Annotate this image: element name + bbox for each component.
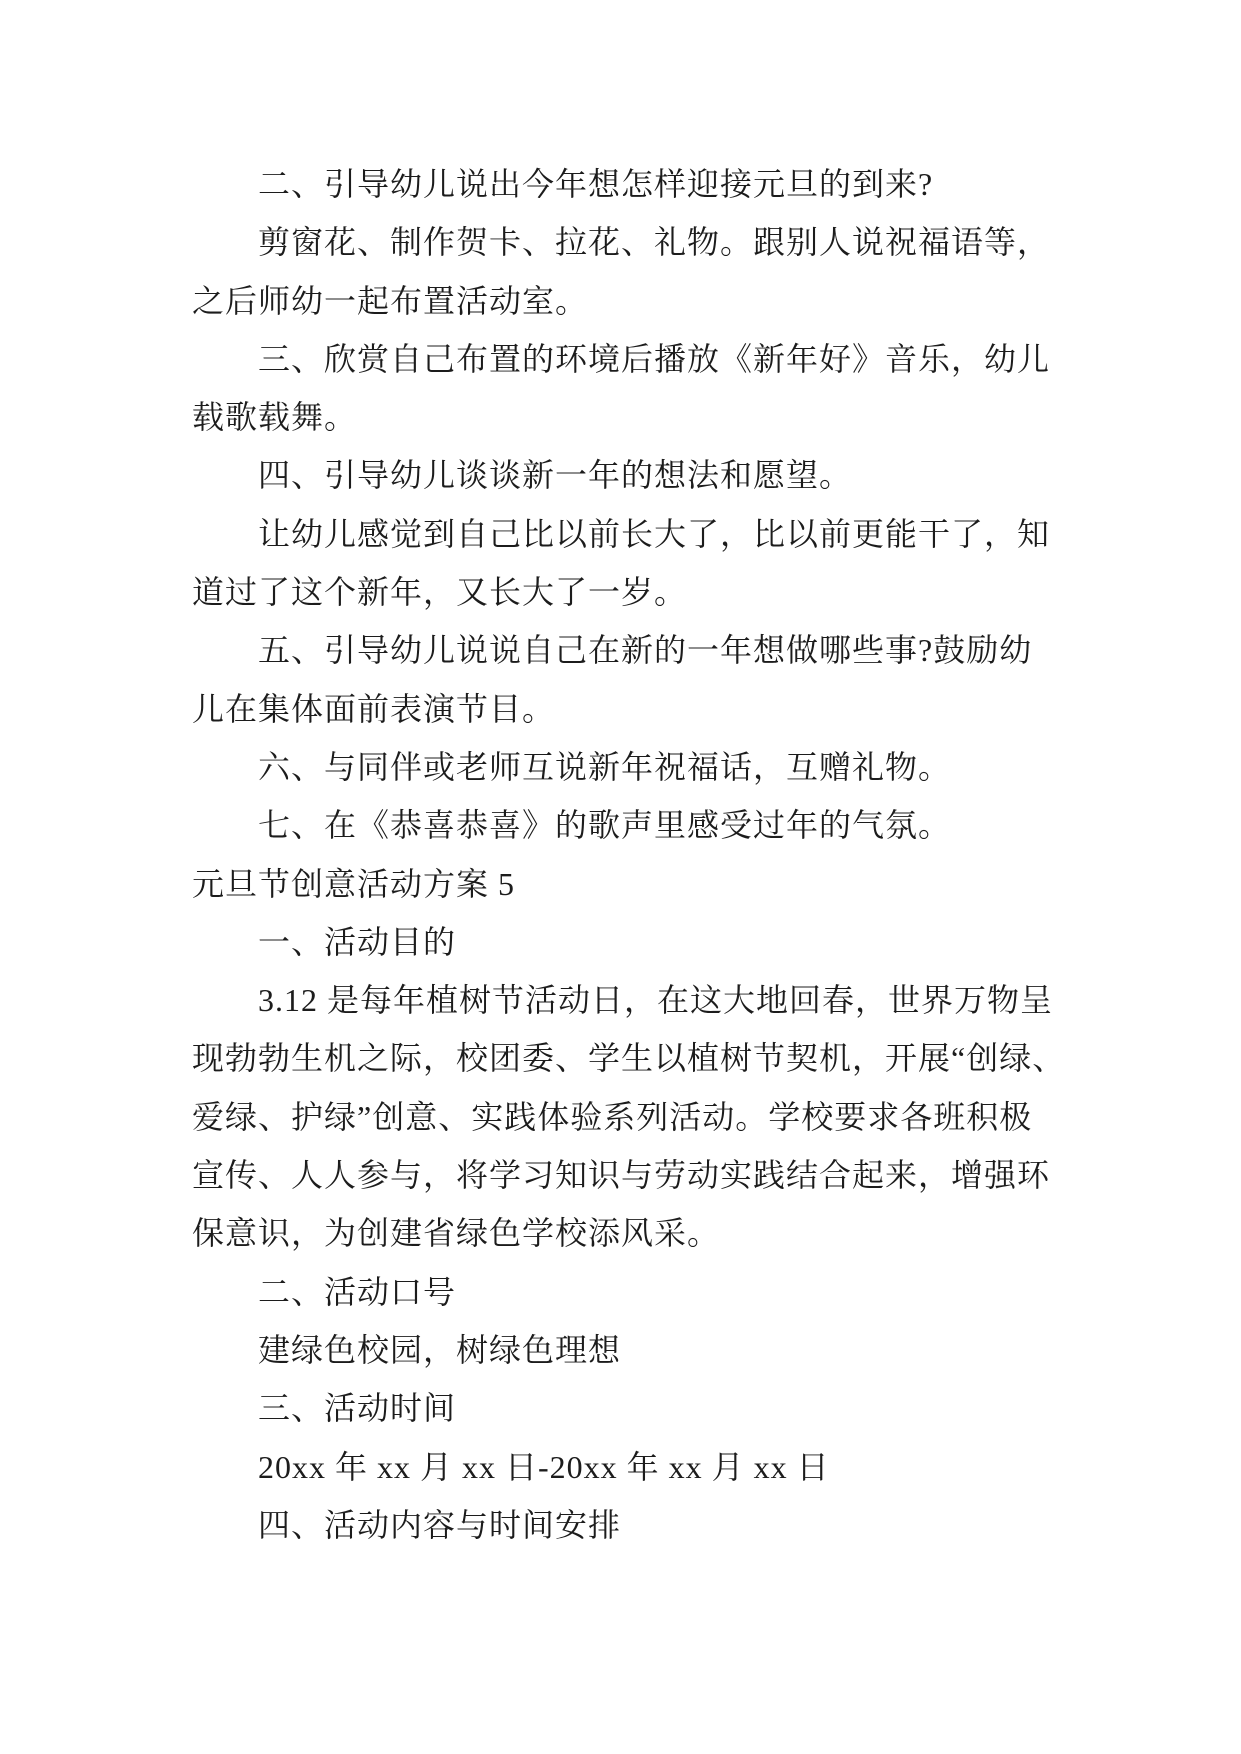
section-heading: 元旦节创意活动方案 5 bbox=[192, 865, 516, 902]
paragraph-line: 建绿色校园，树绿色理想 bbox=[258, 1331, 622, 1368]
paragraph-line: 二、引导幼儿说出今年想怎样迎接元旦的到来? bbox=[258, 166, 934, 202]
paragraph bbox=[192, 446, 1072, 504]
paragraph-line: 载歌载舞。 bbox=[192, 399, 358, 436]
paragraph-line: 一、活动目的 bbox=[258, 923, 457, 960]
paragraph-line: 四、活动内容与时间安排 bbox=[258, 1506, 622, 1543]
paragraph-line: 三、欣赏自己布置的环境后播放《新年好》音乐，幼儿 bbox=[258, 340, 1051, 377]
paragraph-line: 四、引导幼儿谈谈新一年的想法和愿望。 bbox=[258, 457, 853, 494]
paragraph bbox=[192, 330, 1072, 447]
paragraph-line: 保意识，为创建省绿色学校添风采。 bbox=[192, 1215, 721, 1252]
paragraph bbox=[192, 1321, 1072, 1379]
paragraph-line: 三、活动时间 bbox=[258, 1390, 457, 1427]
paragraph bbox=[192, 971, 1072, 1262]
paragraph bbox=[192, 796, 1072, 854]
paragraph-line: 剪窗花、制作贺卡、拉花、礼物。跟别人说祝福语等， bbox=[258, 224, 1051, 261]
paragraph bbox=[192, 155, 1072, 213]
paragraph bbox=[192, 738, 1072, 796]
paragraph-line: 二、活动口号 bbox=[258, 1273, 457, 1310]
paragraph bbox=[192, 621, 1072, 738]
paragraph-line: 爱绿、护绿”创意、实践体验系列活动。学校要求各班积极 bbox=[192, 1098, 1033, 1135]
paragraph-line: 宣传、人人参与，将学习知识与劳动实践结合起来，增强环 bbox=[192, 1157, 1051, 1194]
paragraph bbox=[192, 213, 1072, 330]
paragraph bbox=[192, 1379, 1072, 1437]
paragraph bbox=[192, 505, 1072, 622]
paragraph-line: 道过了这个新年，又长大了一岁。 bbox=[192, 574, 688, 611]
paragraph bbox=[192, 1263, 1072, 1321]
paragraph-line: 五、引导幼儿说说自己在新的一年想做哪些事?鼓励幼 bbox=[258, 632, 1033, 669]
paragraph-line: 现勃勃生机之际，校团委、学生以植树节契机，开展“创绿、 bbox=[192, 1040, 1066, 1077]
paragraph-line: 七、在《恭喜恭喜》的歌声里感受过年的气氛。 bbox=[258, 807, 952, 844]
paragraph bbox=[192, 913, 1072, 971]
paragraph-line: 20xx 年 xx 月 xx 日-20xx 年 xx 月 xx 日 bbox=[258, 1448, 830, 1485]
paragraph-line: 之后师幼一起布置活动室。 bbox=[192, 282, 589, 319]
paragraph bbox=[192, 1438, 1072, 1496]
paragraph-line: 儿在集体面前表演节目。 bbox=[192, 690, 556, 727]
paragraph-line: 六、与同伴或老师互说新年祝福话，互赠礼物。 bbox=[258, 748, 952, 785]
document-body bbox=[192, 155, 1072, 1554]
paragraph-line: 让幼儿感觉到自己比以前长大了，比以前更能干了，知 bbox=[258, 515, 1051, 552]
paragraph bbox=[192, 1496, 1072, 1554]
paragraph-line: 3.12 是每年植树节活动日，在这大地回春，世界万物呈 bbox=[258, 982, 1054, 1019]
